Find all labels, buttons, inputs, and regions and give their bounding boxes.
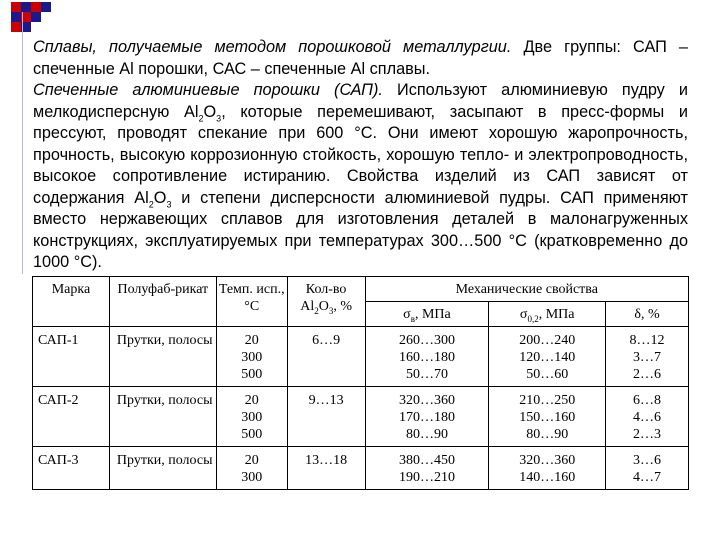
properties-table bbox=[32, 276, 689, 490]
header-qty bbox=[287, 277, 365, 327]
decor-square-2 bbox=[21, 2, 31, 12]
cell-delta: 6…8 4…6 2…3 bbox=[606, 387, 689, 447]
cell-sigma-02: 200…240 120…140 50…60 bbox=[489, 327, 606, 387]
header-sigma-b-sub: в bbox=[410, 313, 415, 324]
header-qty-a: Кол-во Al bbox=[300, 282, 347, 314]
body-text bbox=[33, 37, 688, 274]
cell-delta: 3…6 4…7 bbox=[606, 447, 689, 490]
table-row bbox=[33, 447, 689, 490]
paragraph-2-text-b: O bbox=[203, 102, 217, 121]
cell-temp: 20 300 bbox=[216, 447, 287, 490]
paragraph-2-text-c: , которые перемешивают, засыпают в пресс-формы и прессуют, проводят спекание при 600 °С. Они имеют хорошую жаропрочность, прочность, высокую коррозионную стойкость, хорошую тепло- и электропроводность, высокое сопротивление истиранию. Свойства изделий из САП зависят от содержания Al bbox=[33, 102, 688, 207]
cell-qty: 6…9 bbox=[287, 327, 365, 387]
paragraph-1-text: Две группы: САП – спеченные Al порошки, САС – спеченные Al сплавы. bbox=[33, 38, 688, 78]
decor-square-4 bbox=[41, 2, 51, 12]
paragraph-2-text-d: O bbox=[153, 188, 167, 207]
paragraph-1-heading: Сплавы, получаемые методом порошковой металлургии. bbox=[33, 38, 512, 56]
cell-mark: САП-2 bbox=[33, 387, 110, 447]
cell-sigma-02: 320…360 140…160 bbox=[489, 447, 606, 490]
header-mark: Марка bbox=[33, 277, 110, 327]
paragraph-2 bbox=[33, 80, 688, 274]
header-sigma-02 bbox=[489, 302, 606, 327]
header-sigma-b bbox=[365, 302, 489, 327]
decor-square-1 bbox=[11, 2, 21, 12]
decor-square-7 bbox=[31, 12, 41, 22]
sub-c: 2 bbox=[148, 198, 154, 209]
header-qty-c: , % bbox=[333, 299, 353, 314]
cell-mark: САП-3 bbox=[33, 447, 110, 490]
decor-square-5 bbox=[11, 12, 21, 22]
header-qty-sub2: 3 bbox=[328, 305, 334, 316]
header-qty-b: O bbox=[318, 299, 329, 314]
header-sigma-b-unit: , МПа bbox=[414, 306, 451, 322]
decor-square-3 bbox=[31, 2, 41, 12]
cell-qty: 13…18 bbox=[287, 447, 365, 490]
cell-sigma-b: 380…450 190…210 bbox=[365, 447, 489, 490]
cell-temp: 20 300 500 bbox=[216, 327, 287, 387]
cell-temp: 20 300 500 bbox=[216, 387, 287, 447]
cell-sigma-b: 320…360 170…180 80…90 bbox=[365, 387, 489, 447]
table-row bbox=[33, 327, 689, 387]
cell-qty: 9…13 bbox=[287, 387, 365, 447]
sub-b: 3 bbox=[216, 112, 222, 123]
paragraph-2-text-e: и степени дисперсности алюминиевой пудры. САП применяют вместо нержавеющих сплавов для изготовления деталей в малонагруженных конструкциях, эксплуатируемых при температурах 300…500 °С (кратковременно до 1000 °С). bbox=[33, 188, 688, 271]
cell-semi: Прутки, полосы bbox=[109, 387, 216, 447]
cell-mark: САП-1 bbox=[33, 327, 110, 387]
cell-delta: 8…12 3…7 2…6 bbox=[606, 327, 689, 387]
corner-decoration bbox=[0, 0, 60, 40]
cell-semi: Прутки, полосы bbox=[109, 327, 216, 387]
header-semi: Полуфаб-рикат bbox=[109, 277, 216, 327]
sub-d: 3 bbox=[166, 198, 172, 209]
decor-square-8 bbox=[11, 22, 21, 32]
paragraph-1 bbox=[33, 37, 688, 80]
header-sigma-02-sub: 0,2 bbox=[527, 313, 539, 324]
sub-a: 2 bbox=[198, 112, 204, 123]
margin-line bbox=[22, 12, 23, 274]
paragraph-2-text-a: Используют алюминиевую пудру и мелкодисперсную Al bbox=[33, 81, 689, 121]
header-mech: Механические свойства bbox=[365, 277, 688, 302]
header-row-1 bbox=[33, 277, 689, 302]
paragraph-2-heading: Спеченные алюминиевые порошки (САП). bbox=[33, 81, 383, 99]
header-delta: δ, % bbox=[606, 302, 689, 327]
header-sigma-b-symbol: σ bbox=[403, 306, 411, 322]
cell-semi: Прутки, полосы bbox=[109, 447, 216, 490]
header-qty-sub1: 2 bbox=[314, 305, 319, 316]
cell-sigma-b: 260…300 160…180 50…70 bbox=[365, 327, 489, 387]
table-row bbox=[33, 387, 689, 447]
header-sigma-02-symbol: σ bbox=[519, 306, 528, 322]
header-temp: Темп. исп., °С bbox=[216, 277, 287, 327]
header-sigma-02-unit: , МПа bbox=[538, 306, 575, 322]
cell-sigma-02: 210…250 150…160 80…90 bbox=[489, 387, 606, 447]
